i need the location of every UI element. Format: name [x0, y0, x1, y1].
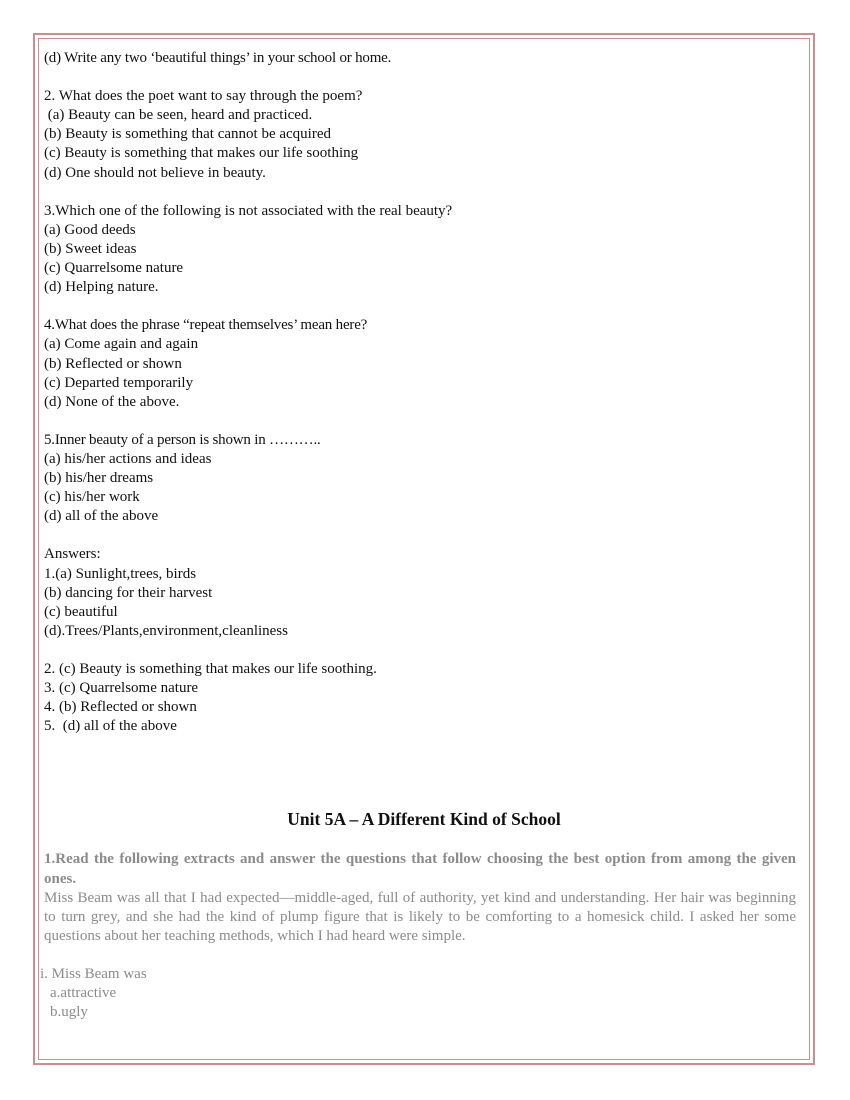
question-4-option-a: (a) Come again and again [44, 336, 199, 353]
question-2-option-c: (c) Beauty is something that makes our life soothing [44, 145, 359, 162]
question-5-option-b: (b) his/her dreams [44, 470, 154, 487]
question-3-option-a: (a) Good deeds [44, 221, 136, 238]
answer-line: 1.(a) Sunlight,trees, birds [44, 565, 197, 582]
question-2-text: 2. What does the poet want to say through the poem? [44, 88, 363, 105]
question-3-text: 3.Which one of the following is not associated with the real beauty? [44, 202, 453, 219]
question-3-option-b: (b) Sweet ideas [44, 240, 137, 257]
question-5 [44, 431, 796, 526]
question-4-option-c: (c) Departed temporarily [44, 374, 194, 391]
question-3 [44, 202, 796, 297]
answer-line: 4. (b) Reflected or shown [44, 699, 197, 716]
answers-heading: Answers: [44, 546, 101, 563]
unit-instruction: 1.Read the following extracts and answer the questions that follow choosing the best option from among the given ones. [44, 851, 796, 887]
question-2-option-d: (d) One should not believe in beauty. [44, 164, 266, 181]
question-3-option-d: (d) Helping nature. [44, 279, 159, 296]
answer-line: (d).Trees/Plants,environment,cleanliness [44, 622, 288, 639]
answer-line: 3. (c) Quarrelsome nature [44, 680, 199, 697]
question-4-option-d: (d) None of the above. [44, 393, 180, 410]
document-content [40, 49, 796, 1022]
answer-line: (b) dancing for their harvest [44, 584, 213, 601]
question-4-option-b: (b) Reflected or shown [44, 355, 182, 372]
answers-section [44, 545, 796, 736]
question-4-text: 4.What does the phrase “repeat themselves’ mean here? [44, 317, 368, 334]
sub-option-a: a.attractive [50, 985, 117, 1002]
question-4 [44, 316, 796, 411]
answer-line: 2. (c) Beauty is something that makes our life soothing. [44, 661, 377, 677]
question-2 [44, 87, 796, 182]
question-5-option-a: (a) his/her actions and ideas [44, 450, 212, 467]
question-5-option-d: (d) all of the above [44, 508, 159, 525]
sub-option-b: b.ugly [50, 1004, 88, 1021]
sub-question-i [40, 965, 796, 1022]
answer-line: 5. (d) all of the above [44, 718, 177, 735]
unit-title: Unit 5A – A Different Kind of School [287, 809, 561, 830]
unit-extract: Miss Beam was all that I had expected—middle-aged, full of authority, yet kind and understanding. Her hair was beginning to turn grey, and she had the kind of plump figure that is likely to be comforting to a homesick child. I asked her some questions about her teaching methods, which I had heard were simple. [44, 889, 796, 944]
question-5-text: 5.Inner beauty of a person is shown in ……….. [44, 431, 321, 448]
sub-question-text: i. Miss Beam was [40, 966, 147, 983]
question-3-option-c: (c) Quarrelsome nature [44, 260, 184, 277]
question-5-option-c: (c) his/her work [44, 489, 140, 506]
question-2-option-a: (a) Beauty can be seen, heard and practiced. [44, 107, 313, 124]
question-2-option-b: (b) Beauty is something that cannot be acquired [44, 126, 331, 143]
question-1d: (d) Write any two ‘beautiful things’ in your school or home. [44, 50, 392, 66]
answer-line: (c) beautiful [44, 603, 118, 620]
